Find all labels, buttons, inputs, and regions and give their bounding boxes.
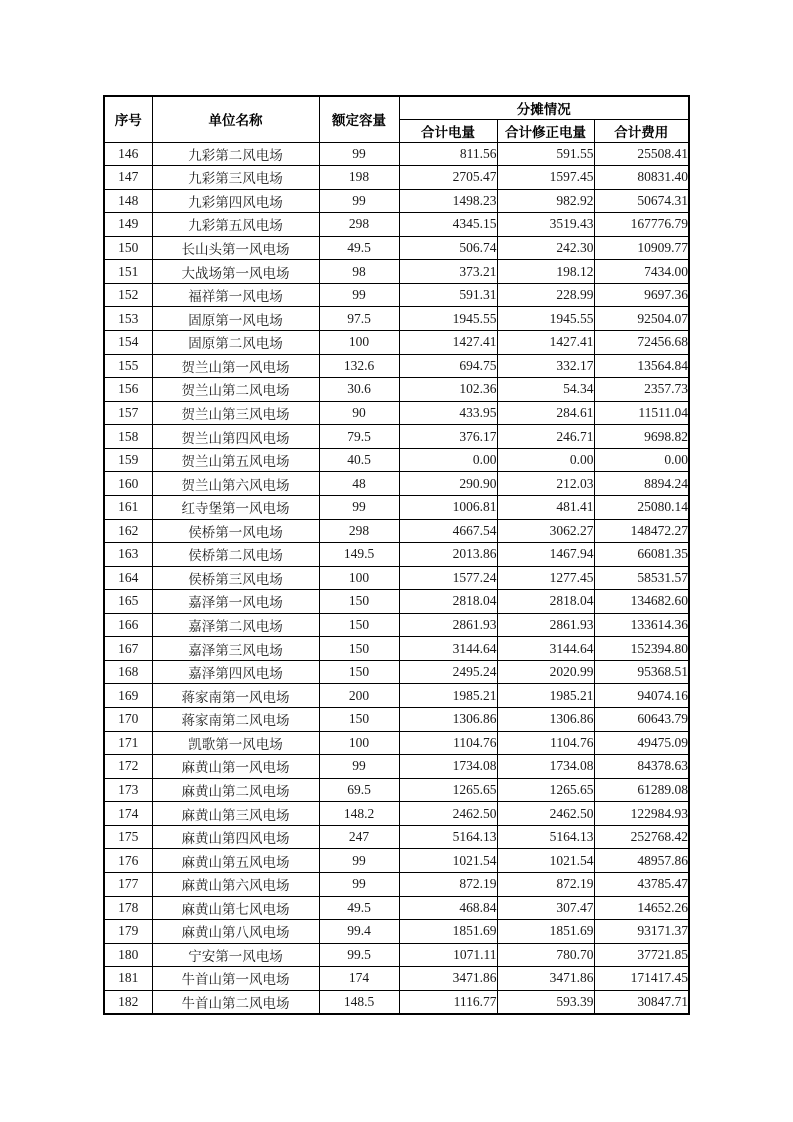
cell-total-energy: 373.21 bbox=[399, 260, 497, 284]
table-row bbox=[104, 967, 689, 991]
cell-rated-capacity: 99.4 bbox=[319, 920, 399, 944]
cell-rated-capacity: 69.5 bbox=[319, 778, 399, 802]
cell-unit-name: 麻黄山第八风电场 bbox=[152, 920, 319, 944]
table-row bbox=[104, 825, 689, 849]
cell-rated-capacity: 99 bbox=[319, 142, 399, 166]
cell-index: 155 bbox=[104, 354, 152, 378]
cell-corrected-energy: 2462.50 bbox=[497, 802, 594, 826]
table-row bbox=[104, 849, 689, 873]
cell-total-energy: 1116.77 bbox=[399, 990, 497, 1014]
cell-index: 146 bbox=[104, 142, 152, 166]
cell-corrected-energy: 284.61 bbox=[497, 401, 594, 425]
cell-unit-name: 贺兰山第四风电场 bbox=[152, 425, 319, 449]
cell-corrected-energy: 780.70 bbox=[497, 943, 594, 967]
cell-total-cost: 167776.79 bbox=[594, 213, 689, 237]
table-row bbox=[104, 519, 689, 543]
header-total-cost: 合计费用 bbox=[594, 119, 689, 142]
table-row bbox=[104, 213, 689, 237]
cell-rated-capacity: 99 bbox=[319, 755, 399, 779]
cell-index: 165 bbox=[104, 590, 152, 614]
cell-corrected-energy: 1104.76 bbox=[497, 731, 594, 755]
cell-total-cost: 66081.35 bbox=[594, 543, 689, 567]
cell-unit-name: 麻黄山第七风电场 bbox=[152, 896, 319, 920]
cell-unit-name: 侯桥第二风电场 bbox=[152, 543, 319, 567]
table-row bbox=[104, 236, 689, 260]
table-row bbox=[104, 543, 689, 567]
cell-rated-capacity: 298 bbox=[319, 519, 399, 543]
cell-corrected-energy: 872.19 bbox=[497, 872, 594, 896]
cell-index: 171 bbox=[104, 731, 152, 755]
table-row bbox=[104, 590, 689, 614]
cell-total-energy: 811.56 bbox=[399, 142, 497, 166]
header-unit-name: 单位名称 bbox=[152, 96, 319, 142]
cell-rated-capacity: 150 bbox=[319, 708, 399, 732]
cell-index: 164 bbox=[104, 566, 152, 590]
cell-rated-capacity: 200 bbox=[319, 684, 399, 708]
cell-rated-capacity: 149.5 bbox=[319, 543, 399, 567]
cell-index: 163 bbox=[104, 543, 152, 567]
table-row bbox=[104, 920, 689, 944]
cell-rated-capacity: 99 bbox=[319, 189, 399, 213]
cell-unit-name: 九彩第二风电场 bbox=[152, 142, 319, 166]
cell-total-energy: 1104.76 bbox=[399, 731, 497, 755]
cell-index: 177 bbox=[104, 872, 152, 896]
cell-unit-name: 嘉泽第三风电场 bbox=[152, 637, 319, 661]
cell-total-cost: 80831.40 bbox=[594, 166, 689, 190]
table-row bbox=[104, 755, 689, 779]
allocation-table-container bbox=[103, 95, 690, 1015]
table-row bbox=[104, 331, 689, 355]
cell-total-energy: 1577.24 bbox=[399, 566, 497, 590]
table-row bbox=[104, 896, 689, 920]
cell-unit-name: 麻黄山第六风电场 bbox=[152, 872, 319, 896]
cell-index: 169 bbox=[104, 684, 152, 708]
cell-total-cost: 171417.45 bbox=[594, 967, 689, 991]
cell-total-cost: 122984.93 bbox=[594, 802, 689, 826]
cell-corrected-energy: 1427.41 bbox=[497, 331, 594, 355]
header-row-1 bbox=[104, 96, 689, 119]
cell-total-cost: 72456.68 bbox=[594, 331, 689, 355]
cell-unit-name: 大战场第一风电场 bbox=[152, 260, 319, 284]
cell-unit-name: 九彩第三风电场 bbox=[152, 166, 319, 190]
table-body bbox=[104, 142, 689, 1014]
cell-unit-name: 侯桥第一风电场 bbox=[152, 519, 319, 543]
cell-unit-name: 牛首山第一风电场 bbox=[152, 967, 319, 991]
cell-total-cost: 92504.07 bbox=[594, 307, 689, 331]
cell-unit-name: 长山头第一风电场 bbox=[152, 236, 319, 260]
cell-unit-name: 贺兰山第三风电场 bbox=[152, 401, 319, 425]
cell-rated-capacity: 99 bbox=[319, 495, 399, 519]
table-row bbox=[104, 872, 689, 896]
cell-total-cost: 25080.14 bbox=[594, 495, 689, 519]
cell-rated-capacity: 100 bbox=[319, 731, 399, 755]
header-rated-capacity: 额定容量 bbox=[319, 96, 399, 142]
cell-rated-capacity: 97.5 bbox=[319, 307, 399, 331]
cell-total-cost: 37721.85 bbox=[594, 943, 689, 967]
cell-total-energy: 1265.65 bbox=[399, 778, 497, 802]
table-row bbox=[104, 401, 689, 425]
cell-corrected-energy: 593.39 bbox=[497, 990, 594, 1014]
cell-corrected-energy: 228.99 bbox=[497, 283, 594, 307]
cell-total-energy: 3144.64 bbox=[399, 637, 497, 661]
cell-total-energy: 694.75 bbox=[399, 354, 497, 378]
cell-unit-name: 九彩第五风电场 bbox=[152, 213, 319, 237]
cell-total-energy: 2818.04 bbox=[399, 590, 497, 614]
cell-total-energy: 1006.81 bbox=[399, 495, 497, 519]
cell-total-energy: 1021.54 bbox=[399, 849, 497, 873]
cell-corrected-energy: 1306.86 bbox=[497, 708, 594, 732]
cell-rated-capacity: 132.6 bbox=[319, 354, 399, 378]
cell-index: 181 bbox=[104, 967, 152, 991]
cell-index: 168 bbox=[104, 660, 152, 684]
cell-corrected-energy: 481.41 bbox=[497, 495, 594, 519]
cell-rated-capacity: 150 bbox=[319, 590, 399, 614]
cell-index: 182 bbox=[104, 990, 152, 1014]
cell-index: 162 bbox=[104, 519, 152, 543]
cell-rated-capacity: 198 bbox=[319, 166, 399, 190]
cell-index: 153 bbox=[104, 307, 152, 331]
cell-total-energy: 290.90 bbox=[399, 472, 497, 496]
cell-total-cost: 43785.47 bbox=[594, 872, 689, 896]
table-row bbox=[104, 472, 689, 496]
table-row bbox=[104, 425, 689, 449]
cell-corrected-energy: 1851.69 bbox=[497, 920, 594, 944]
cell-index: 166 bbox=[104, 613, 152, 637]
cell-index: 160 bbox=[104, 472, 152, 496]
header-total-energy: 合计电量 bbox=[399, 119, 497, 142]
cell-corrected-energy: 982.92 bbox=[497, 189, 594, 213]
cell-index: 152 bbox=[104, 283, 152, 307]
cell-total-energy: 1734.08 bbox=[399, 755, 497, 779]
cell-total-cost: 58531.57 bbox=[594, 566, 689, 590]
cell-total-cost: 50674.31 bbox=[594, 189, 689, 213]
cell-corrected-energy: 3519.43 bbox=[497, 213, 594, 237]
cell-corrected-energy: 0.00 bbox=[497, 448, 594, 472]
cell-index: 178 bbox=[104, 896, 152, 920]
cell-unit-name: 固原第一风电场 bbox=[152, 307, 319, 331]
cell-total-cost: 93171.37 bbox=[594, 920, 689, 944]
cell-total-cost: 11511.04 bbox=[594, 401, 689, 425]
cell-total-cost: 2357.73 bbox=[594, 378, 689, 402]
cell-total-energy: 5164.13 bbox=[399, 825, 497, 849]
cell-rated-capacity: 174 bbox=[319, 967, 399, 991]
table-row bbox=[104, 354, 689, 378]
cell-total-cost: 95368.51 bbox=[594, 660, 689, 684]
cell-corrected-energy: 246.71 bbox=[497, 425, 594, 449]
cell-unit-name: 凯歌第一风电场 bbox=[152, 731, 319, 755]
cell-total-energy: 468.84 bbox=[399, 896, 497, 920]
cell-index: 174 bbox=[104, 802, 152, 826]
cell-rated-capacity: 99 bbox=[319, 872, 399, 896]
cell-index: 173 bbox=[104, 778, 152, 802]
cell-total-energy: 2705.47 bbox=[399, 166, 497, 190]
table-row bbox=[104, 684, 689, 708]
table-row bbox=[104, 283, 689, 307]
cell-rated-capacity: 49.5 bbox=[319, 236, 399, 260]
cell-total-energy: 2462.50 bbox=[399, 802, 497, 826]
table-row bbox=[104, 778, 689, 802]
cell-unit-name: 麻黄山第五风电场 bbox=[152, 849, 319, 873]
cell-corrected-energy: 1265.65 bbox=[497, 778, 594, 802]
cell-total-cost: 133614.36 bbox=[594, 613, 689, 637]
cell-index: 156 bbox=[104, 378, 152, 402]
table-row bbox=[104, 708, 689, 732]
cell-total-cost: 30847.71 bbox=[594, 990, 689, 1014]
cell-corrected-energy: 1945.55 bbox=[497, 307, 594, 331]
cell-index: 151 bbox=[104, 260, 152, 284]
cell-index: 148 bbox=[104, 189, 152, 213]
cell-rated-capacity: 150 bbox=[319, 637, 399, 661]
cell-corrected-energy: 1467.94 bbox=[497, 543, 594, 567]
cell-total-cost: 60643.79 bbox=[594, 708, 689, 732]
cell-rated-capacity: 40.5 bbox=[319, 448, 399, 472]
allocation-table bbox=[103, 95, 690, 1015]
cell-corrected-energy: 3471.86 bbox=[497, 967, 594, 991]
cell-unit-name: 宁安第一风电场 bbox=[152, 943, 319, 967]
cell-total-energy: 4345.15 bbox=[399, 213, 497, 237]
cell-total-energy: 1427.41 bbox=[399, 331, 497, 355]
cell-unit-name: 麻黄山第一风电场 bbox=[152, 755, 319, 779]
cell-corrected-energy: 2020.99 bbox=[497, 660, 594, 684]
cell-total-cost: 14652.26 bbox=[594, 896, 689, 920]
cell-rated-capacity: 150 bbox=[319, 660, 399, 684]
cell-unit-name: 麻黄山第三风电场 bbox=[152, 802, 319, 826]
table-row bbox=[104, 731, 689, 755]
cell-total-cost: 0.00 bbox=[594, 448, 689, 472]
cell-corrected-energy: 332.17 bbox=[497, 354, 594, 378]
cell-corrected-energy: 1734.08 bbox=[497, 755, 594, 779]
table-row bbox=[104, 660, 689, 684]
cell-total-energy: 4667.54 bbox=[399, 519, 497, 543]
cell-total-cost: 148472.27 bbox=[594, 519, 689, 543]
cell-corrected-energy: 198.12 bbox=[497, 260, 594, 284]
cell-total-cost: 8894.24 bbox=[594, 472, 689, 496]
cell-rated-capacity: 298 bbox=[319, 213, 399, 237]
table-row bbox=[104, 495, 689, 519]
cell-total-energy: 2861.93 bbox=[399, 613, 497, 637]
cell-index: 170 bbox=[104, 708, 152, 732]
cell-total-cost: 152394.80 bbox=[594, 637, 689, 661]
cell-corrected-energy: 307.47 bbox=[497, 896, 594, 920]
cell-total-energy: 591.31 bbox=[399, 283, 497, 307]
cell-corrected-energy: 591.55 bbox=[497, 142, 594, 166]
cell-unit-name: 麻黄山第四风电场 bbox=[152, 825, 319, 849]
cell-index: 154 bbox=[104, 331, 152, 355]
cell-rated-capacity: 98 bbox=[319, 260, 399, 284]
header-corrected-energy: 合计修正电量 bbox=[497, 119, 594, 142]
table-row bbox=[104, 613, 689, 637]
cell-index: 179 bbox=[104, 920, 152, 944]
cell-unit-name: 蒋家南第一风电场 bbox=[152, 684, 319, 708]
cell-index: 180 bbox=[104, 943, 152, 967]
cell-total-energy: 102.36 bbox=[399, 378, 497, 402]
cell-unit-name: 九彩第四风电场 bbox=[152, 189, 319, 213]
cell-total-energy: 1306.86 bbox=[399, 708, 497, 732]
table-row bbox=[104, 189, 689, 213]
cell-rated-capacity: 99 bbox=[319, 849, 399, 873]
cell-rated-capacity: 99.5 bbox=[319, 943, 399, 967]
table-row bbox=[104, 448, 689, 472]
cell-total-energy: 2495.24 bbox=[399, 660, 497, 684]
table-header bbox=[104, 96, 689, 142]
cell-index: 172 bbox=[104, 755, 152, 779]
cell-total-energy: 1498.23 bbox=[399, 189, 497, 213]
cell-corrected-energy: 1277.45 bbox=[497, 566, 594, 590]
cell-corrected-energy: 2861.93 bbox=[497, 613, 594, 637]
cell-corrected-energy: 54.34 bbox=[497, 378, 594, 402]
cell-total-energy: 1945.55 bbox=[399, 307, 497, 331]
cell-unit-name: 嘉泽第二风电场 bbox=[152, 613, 319, 637]
cell-rated-capacity: 48 bbox=[319, 472, 399, 496]
cell-rated-capacity: 100 bbox=[319, 331, 399, 355]
header-allocation-group: 分摊情况 bbox=[399, 96, 689, 119]
cell-total-energy: 1071.11 bbox=[399, 943, 497, 967]
cell-corrected-energy: 1985.21 bbox=[497, 684, 594, 708]
cell-total-energy: 3471.86 bbox=[399, 967, 497, 991]
cell-rated-capacity: 100 bbox=[319, 566, 399, 590]
cell-rated-capacity: 247 bbox=[319, 825, 399, 849]
cell-total-cost: 7434.00 bbox=[594, 260, 689, 284]
cell-unit-name: 红寺堡第一风电场 bbox=[152, 495, 319, 519]
cell-unit-name: 嘉泽第四风电场 bbox=[152, 660, 319, 684]
table-row bbox=[104, 566, 689, 590]
cell-total-cost: 10909.77 bbox=[594, 236, 689, 260]
cell-corrected-energy: 3144.64 bbox=[497, 637, 594, 661]
cell-total-cost: 9698.82 bbox=[594, 425, 689, 449]
cell-corrected-energy: 212.03 bbox=[497, 472, 594, 496]
cell-total-energy: 376.17 bbox=[399, 425, 497, 449]
cell-total-cost: 49475.09 bbox=[594, 731, 689, 755]
cell-rated-capacity: 150 bbox=[319, 613, 399, 637]
cell-total-cost: 84378.63 bbox=[594, 755, 689, 779]
cell-total-energy: 872.19 bbox=[399, 872, 497, 896]
cell-unit-name: 侯桥第三风电场 bbox=[152, 566, 319, 590]
table-row bbox=[104, 142, 689, 166]
table-row bbox=[104, 802, 689, 826]
cell-unit-name: 蒋家南第二风电场 bbox=[152, 708, 319, 732]
cell-unit-name: 贺兰山第五风电场 bbox=[152, 448, 319, 472]
cell-total-cost: 252768.42 bbox=[594, 825, 689, 849]
cell-unit-name: 贺兰山第六风电场 bbox=[152, 472, 319, 496]
cell-total-cost: 134682.60 bbox=[594, 590, 689, 614]
cell-unit-name: 嘉泽第一风电场 bbox=[152, 590, 319, 614]
cell-unit-name: 麻黄山第二风电场 bbox=[152, 778, 319, 802]
cell-rated-capacity: 148.2 bbox=[319, 802, 399, 826]
cell-total-cost: 61289.08 bbox=[594, 778, 689, 802]
cell-index: 158 bbox=[104, 425, 152, 449]
cell-corrected-energy: 1021.54 bbox=[497, 849, 594, 873]
cell-corrected-energy: 242.30 bbox=[497, 236, 594, 260]
cell-corrected-energy: 5164.13 bbox=[497, 825, 594, 849]
cell-unit-name: 固原第二风电场 bbox=[152, 331, 319, 355]
cell-total-energy: 2013.86 bbox=[399, 543, 497, 567]
table-row bbox=[104, 307, 689, 331]
cell-rated-capacity: 90 bbox=[319, 401, 399, 425]
cell-total-energy: 506.74 bbox=[399, 236, 497, 260]
cell-rated-capacity: 79.5 bbox=[319, 425, 399, 449]
cell-index: 176 bbox=[104, 849, 152, 873]
cell-index: 159 bbox=[104, 448, 152, 472]
cell-unit-name: 贺兰山第二风电场 bbox=[152, 378, 319, 402]
cell-total-energy: 1985.21 bbox=[399, 684, 497, 708]
cell-total-cost: 94074.16 bbox=[594, 684, 689, 708]
table-row bbox=[104, 166, 689, 190]
cell-total-cost: 25508.41 bbox=[594, 142, 689, 166]
table-row bbox=[104, 637, 689, 661]
table-row bbox=[104, 943, 689, 967]
cell-index: 150 bbox=[104, 236, 152, 260]
cell-index: 157 bbox=[104, 401, 152, 425]
cell-rated-capacity: 30.6 bbox=[319, 378, 399, 402]
cell-total-energy: 1851.69 bbox=[399, 920, 497, 944]
table-row bbox=[104, 260, 689, 284]
cell-total-cost: 13564.84 bbox=[594, 354, 689, 378]
table-row bbox=[104, 378, 689, 402]
cell-rated-capacity: 99 bbox=[319, 283, 399, 307]
cell-corrected-energy: 1597.45 bbox=[497, 166, 594, 190]
cell-index: 161 bbox=[104, 495, 152, 519]
cell-unit-name: 福祥第一风电场 bbox=[152, 283, 319, 307]
cell-unit-name: 贺兰山第一风电场 bbox=[152, 354, 319, 378]
cell-index: 175 bbox=[104, 825, 152, 849]
cell-index: 167 bbox=[104, 637, 152, 661]
cell-total-energy: 433.95 bbox=[399, 401, 497, 425]
table-row bbox=[104, 990, 689, 1014]
cell-total-energy: 0.00 bbox=[399, 448, 497, 472]
cell-index: 149 bbox=[104, 213, 152, 237]
cell-rated-capacity: 49.5 bbox=[319, 896, 399, 920]
cell-index: 147 bbox=[104, 166, 152, 190]
cell-corrected-energy: 2818.04 bbox=[497, 590, 594, 614]
cell-total-cost: 9697.36 bbox=[594, 283, 689, 307]
cell-rated-capacity: 148.5 bbox=[319, 990, 399, 1014]
cell-corrected-energy: 3062.27 bbox=[497, 519, 594, 543]
header-index: 序号 bbox=[104, 96, 152, 142]
cell-total-cost: 48957.86 bbox=[594, 849, 689, 873]
cell-unit-name: 牛首山第二风电场 bbox=[152, 990, 319, 1014]
